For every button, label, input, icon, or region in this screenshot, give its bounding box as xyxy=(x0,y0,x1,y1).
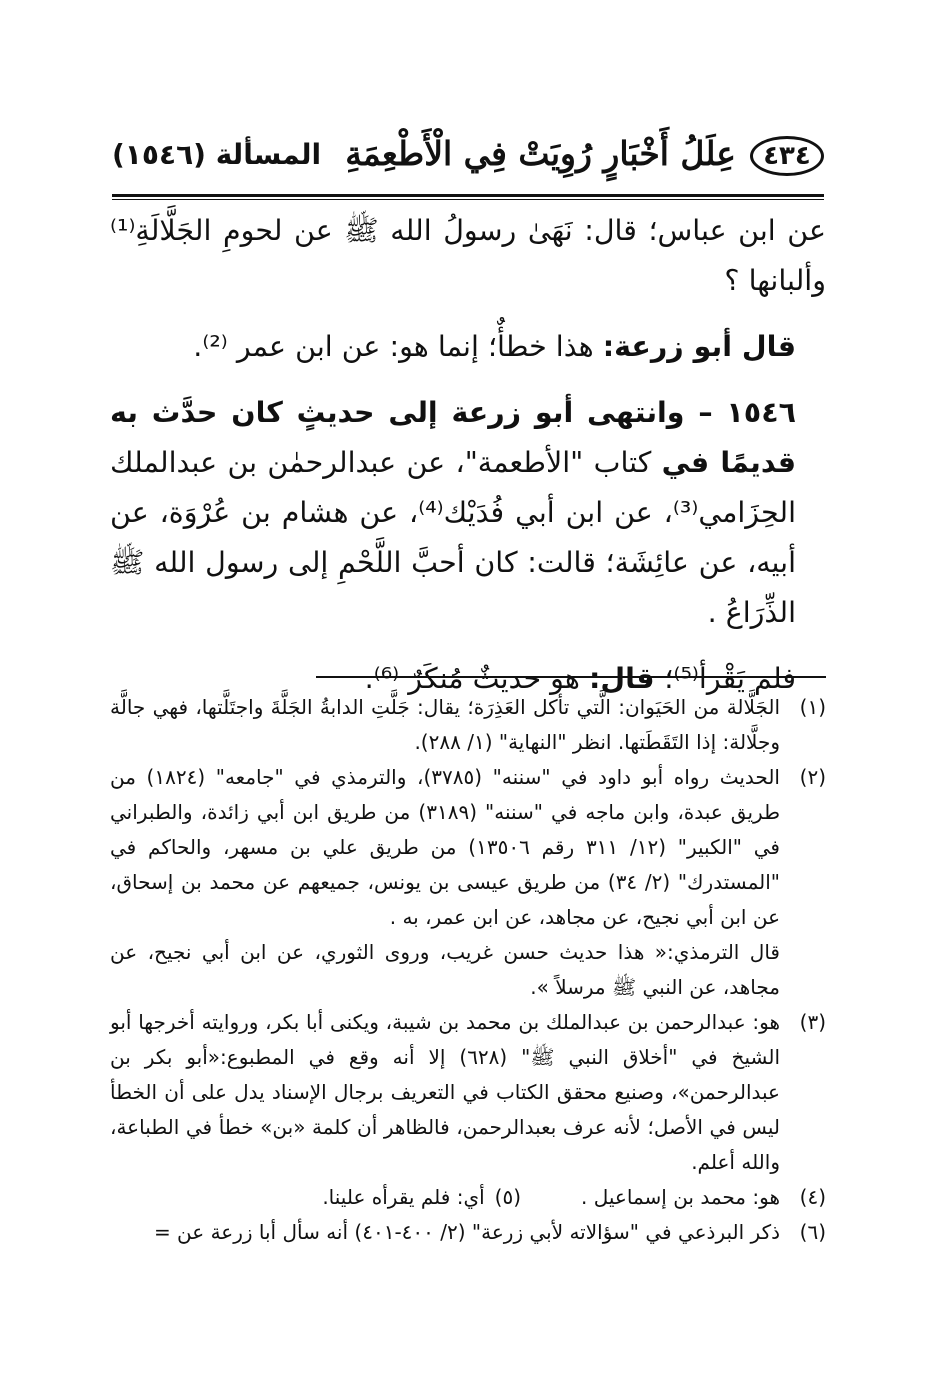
issue-heading: ١٥٤٦ – وانتهى أبو زرعة إلى حديثٍ كان حدَّث به قديمًا في xyxy=(110,396,796,479)
paragraph-2 xyxy=(110,322,826,372)
footnote-4-5 xyxy=(110,1180,826,1215)
footnotes xyxy=(110,690,826,1250)
header-rule-thin xyxy=(112,199,824,200)
footnote-text: هو: محمد بن إسماعيل . xyxy=(581,1185,780,1209)
footnote-number: (٤) xyxy=(799,1185,826,1209)
page-number: ٤٣٤ xyxy=(750,136,824,176)
speaker-label: قال أبو زرعة: xyxy=(602,330,796,363)
issue-paragraph xyxy=(110,388,826,638)
book-title: عِلَلُ أَخْبَارٍ رُوِيَتْ فِي الْأَطْعِمَةِ xyxy=(345,134,736,173)
issue-label: المسألة (١٥٤٦) xyxy=(112,138,322,171)
footnote-separator xyxy=(316,676,826,678)
footnote-body xyxy=(110,760,780,1005)
footnote-6 xyxy=(110,1215,826,1250)
paragraph-4-a: فلم يَقْرأ⁽⁵⁾؛ xyxy=(664,662,796,695)
page-header xyxy=(112,132,824,184)
footnote-number: (٢) xyxy=(799,765,826,789)
footnote-number: (١) xyxy=(799,695,826,719)
paragraph-1: عن ابن عباس؛ قال: نَهَىٰ رسولُ الله ﷺ عن لحومِ الجَلَّالَةِ⁽¹⁾ وألبانها ؟ xyxy=(110,214,826,297)
header-rule xyxy=(112,194,824,197)
speaker-label-2: قال: xyxy=(589,662,665,695)
footnote-number: (٥) xyxy=(494,1185,522,1209)
footnote-number: (٣) xyxy=(799,1010,826,1034)
main-text xyxy=(110,206,826,704)
footnote-text: الجَلَّالة من الحَيَوان: الَّتي تأكل العَذِرَة؛ يقال: جَلَّتِ الدابةُ الجَلَّةَ واجتَلَّتها، فهي جالَّة وجلَّالة: إذا التَقَطَتها. انظر "النهاية" (١/ ٢٨٨). xyxy=(110,695,780,754)
footnote-text: ذكر البرذعي في "سؤالاته لأبي زرعة" (٢/ ٤٠٠-٤٠١) أنه سأل أبا زرعة عن = xyxy=(153,1220,780,1244)
footnote-text-2: قال الترمذي:« هذا حديث حسن غريب، وروى الثوري، عن ابن أبي نجيح، عن مجاهد، عن النبي ﷺ مرسلاً ». xyxy=(110,940,780,999)
issue-paragraph-text: كتاب "الأطعمة"، عن عبدالرحمٰن بن عبدالملك الحِزَامي⁽³⁾، عن ابن أبي فُدَيْك⁽⁴⁾، عن هشام بن عُرْوَة، عن أبيه، عن عائِشَة؛ قالت: كان أحبَّ اللَّحْمِ إلى رسول الله ﷺ الذِّرَاعُ . xyxy=(110,446,796,629)
footnote-text: الحديث رواه أبو داود في "سننه" (٣٧٨٥)، والترمذي في "جامعه" (١٨٢٤) من طريق عبدة، وابن ماجه في "سننه" (٣١٨٩) من طريق ابن أبي زائدة، والطبراني في "الكبير" (١٢/ ٣١١ رقم ١٣٥٠٦) من طريق علي بن مسهر، والحاكم في "المستدرك" (٢/ ٣٤) من طريق عيسى بن يونس، جميعهم عن محمد بن إسحاق، عن ابن أبي نجيح، عن مجاهد، عن ابن عمر، به . xyxy=(110,765,781,929)
footnote-number: (٦) xyxy=(799,1220,826,1244)
paragraph-4-text: هو حديثٌ مُنكَرٌ ⁽⁶⁾. xyxy=(364,662,589,695)
footnote-text: أي: فلم يقرأه علينا. xyxy=(322,1185,485,1209)
footnote-3 xyxy=(110,1005,826,1180)
footnote-text: هو: عبدالرحمن بن عبدالملك بن محمد بن شيبة، ويكنى أبا بكر، وروايته أخرجها أبو الشيخ في "أخلاق النبي ﷺ" (٦٢٨) إلا أنه وقع في المطبوع:«أبو بكر بن عبدالرحمن»، وصنيع محقق الكتاب في التعريف برجال الإسناد يدل على أن الخطأ ليس في الأصل؛ لأنه عرف بعبدالرحمن، فالظاهر أن كلمة «بن» خطأ في الطباعة، والله أعلم. xyxy=(110,1010,780,1174)
paragraph-2-text: هذا خطأٌ؛ إنما هو: عن ابن عمر ⁽²⁾. xyxy=(193,330,603,363)
footnote-gap xyxy=(521,1180,581,1215)
footnote-1 xyxy=(110,690,826,760)
footnote-2 xyxy=(110,760,826,1005)
